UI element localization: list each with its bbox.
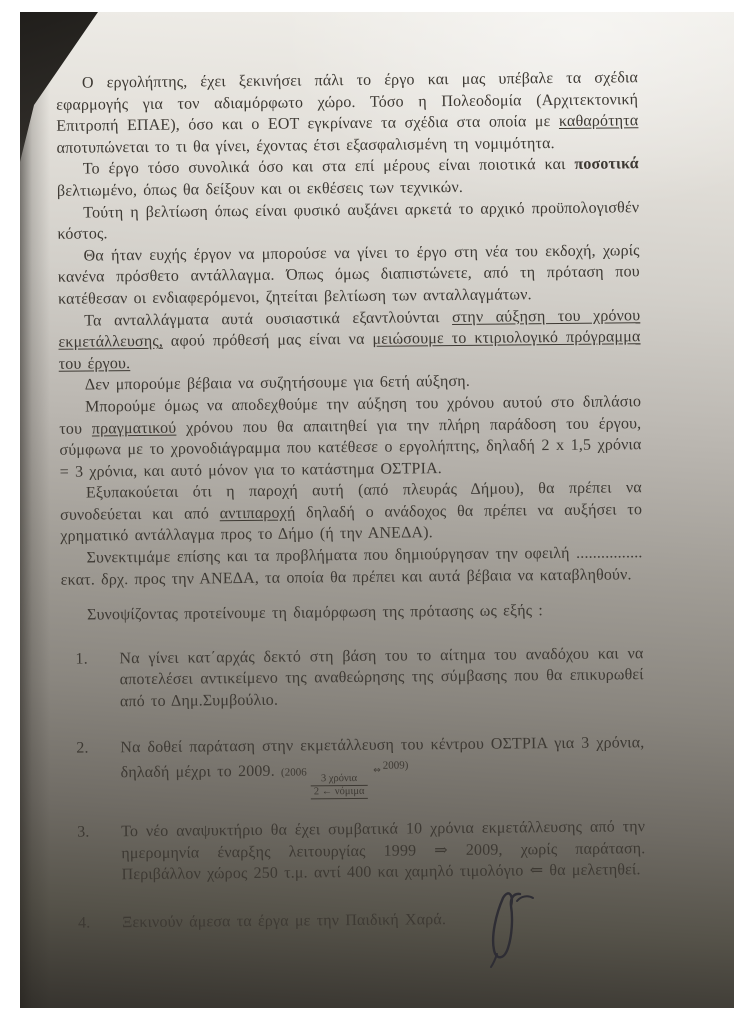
text-run: αφού πρόθεσή μας είναι να <box>162 330 373 350</box>
document-photo <box>20 12 734 1008</box>
timeline-annotation <box>280 759 409 798</box>
bold-text: ποσοτικά <box>574 155 639 174</box>
text-run: Να δοθεί παράταση στην εκμετάλλευση του κέντρου ΟΣΤΡΙΑ για 3 χρόνια, δηλαδή μέχρι το 2009. <box>120 733 645 782</box>
text-run: βελτιωμένο, όπως θα δείξουν και οι εκθέσεις των τεχνικών. <box>56 178 464 200</box>
text-run: Εξυπακούεται ότι η παροχή αυτή (από πλευράς Δήμου), θα πρέπει να συνοδεύεται και από <box>60 479 642 524</box>
underlined-text: μειώσουμε το κτιριολογικό πρόγραμμα του έργου. <box>58 328 641 373</box>
paragraph-quality <box>57 154 639 203</box>
underlined-text: πραγματικού <box>91 419 177 437</box>
text-run: Δεν μπορούμε βέβαια να συζητήσουμε για 6ετή αύξηση. <box>84 373 471 394</box>
annotation-open: (2006 <box>280 766 307 779</box>
annotation-fraction <box>311 773 368 800</box>
paragraph-debt <box>60 542 642 591</box>
list-item-text: Ξεκινούν άμεσα τα έργα με την Παιδική Χαρά. <box>121 911 447 932</box>
paragraph-double-time <box>59 391 642 483</box>
fraction-denominator: 2 ← νόμιμα <box>311 785 368 800</box>
text-run: Ο εργολήπτης, έχει ξεκινήσει πάλι το έργο και μας υπέβαλε τα σχέδια εφαρμογής για τον αδιαμόρφωτο χώρο. Τόσο η Πολεοδομία (Αρχιτεκτονική Επιτροπή ΕΠΑΕ), όσο και ο ΕΟΤ εγκρίνανε τα σχέδια στα οποία με <box>56 69 639 135</box>
underlined-text: στην αύξηση του χρόνου εκμετάλλευσης, <box>58 306 641 351</box>
proposal-list <box>61 643 646 934</box>
text-run: χρόνου που θα απαιτηθεί για την πλήρη παράδοση του έργου, σύμφωνα με το χρονοδιάγραμμα που κατέθεσε ο εργολήπτης, δηλαδή 2 x 1,5 χρόνια = 3 χρόνια, και αυτό μόνον για το κατάστημα ΟΣΤΡΙΑ. <box>59 414 642 481</box>
list-item <box>62 732 645 802</box>
text-run: Θα ήταν ευχής έργον να μπορούσε να γίνει το έργο στη νέα του εκδοχή, χωρίς κανένα πρόσθετο αντάλλαγμα. Όπως όμως διαπιστώνετε, από τη πρόταση που κατέθεσαν οι ενδιαφερόμενοι, ζητείται βελτίωση των ανταλλαγμάτων. <box>57 241 640 308</box>
list-item <box>63 816 646 886</box>
double-arrow-icon: ⇔ <box>373 765 381 777</box>
list-item <box>61 643 644 713</box>
paragraph-wish <box>58 240 641 310</box>
underlined-text: καθαρότητα <box>558 112 639 131</box>
list-item-text <box>120 732 645 802</box>
summary-intro <box>61 599 643 626</box>
list-item <box>64 907 646 934</box>
text-run: Συνεκτιμάμε επίσης και τα προβλήματα που δημιούργησαν την οφειλή ................ εκατ. δρχ. προς την ΑΝΕΔΑ, τα οποία θα πρέπει και αυτά βέβαια να καταβληθούν. <box>60 544 643 589</box>
signature <box>475 884 545 970</box>
list-item-number: 3. <box>77 823 90 841</box>
annotation-close: 2009) <box>382 759 409 772</box>
text-run: Το έργο τόσο συνολικά όσο και στα επί μέρους είναι ποιοτικά και <box>82 156 575 178</box>
text-run: Τούτη η βελτίωση όπως είναι φυσικό αυξάνει αρκετά το αρχικό προϋπολογισθέν κόστος. <box>57 198 640 243</box>
paragraph-counter-benefit <box>60 477 643 547</box>
paragraph-cost <box>57 197 639 246</box>
fraction-numerator: 3 χρόνια <box>320 773 358 785</box>
list-item-number: 4. <box>77 914 91 932</box>
list-item-text: Το νέο αναψυκτήριο θα έχει συμβατικά 10 χρόνια εκμετάλλευσης από την ημερομηνία έναρξης λειτουργίας 1999 ⇒ 2009, χωρίς παράταση. Περιβάλλον χώρος 250 τ.μ. αντί 400 και χαμηλό τιμολόγιο ⇐ θα μελετηθεί. <box>121 818 646 884</box>
text-run: αποτυπώνεται το τι θα γίνει, έχοντας έτσι εξασφαλισμένη τη νομιμότητα. <box>56 134 555 157</box>
paragraph-contractor <box>56 67 639 159</box>
text-run: Τα ανταλλάγματα αυτά ουσιαστικά εξαντλούνται <box>84 308 453 330</box>
list-item-text: Να γίνει κατ΄αρχάς δεκτό στη βάση του το αίτημα του αναδόχου και να αποτελέσει αντικείμενο της αναθεώρησης της σύμβασης που θα επικυρωθεί από το Δημ.Συμβούλιο. <box>119 645 644 711</box>
text-run: Μπορούμε όμως να αποδεχθούμε την αύξηση του χρόνου αυτού στο διπλάσιο του <box>59 393 642 438</box>
left-edge-shadow <box>20 12 50 1008</box>
list-item-number: 2. <box>76 739 89 757</box>
underlined-text: αντιπαροχή <box>219 504 296 523</box>
paragraph-exchanges <box>58 305 641 375</box>
text-run: Συνοψίζοντας προτείνουμε τη διαμόρφωση της πρότασης ως εξής : <box>87 602 544 624</box>
text-run: δηλαδή ο ανάδοχος θα πρέπει να αυξήσει το χρηματικό αντάλλαγμα προς το Δήμο (ή την ΑΝΕΔΑ). <box>60 501 643 546</box>
list-item-number: 1. <box>75 650 88 668</box>
document-text <box>56 67 646 934</box>
